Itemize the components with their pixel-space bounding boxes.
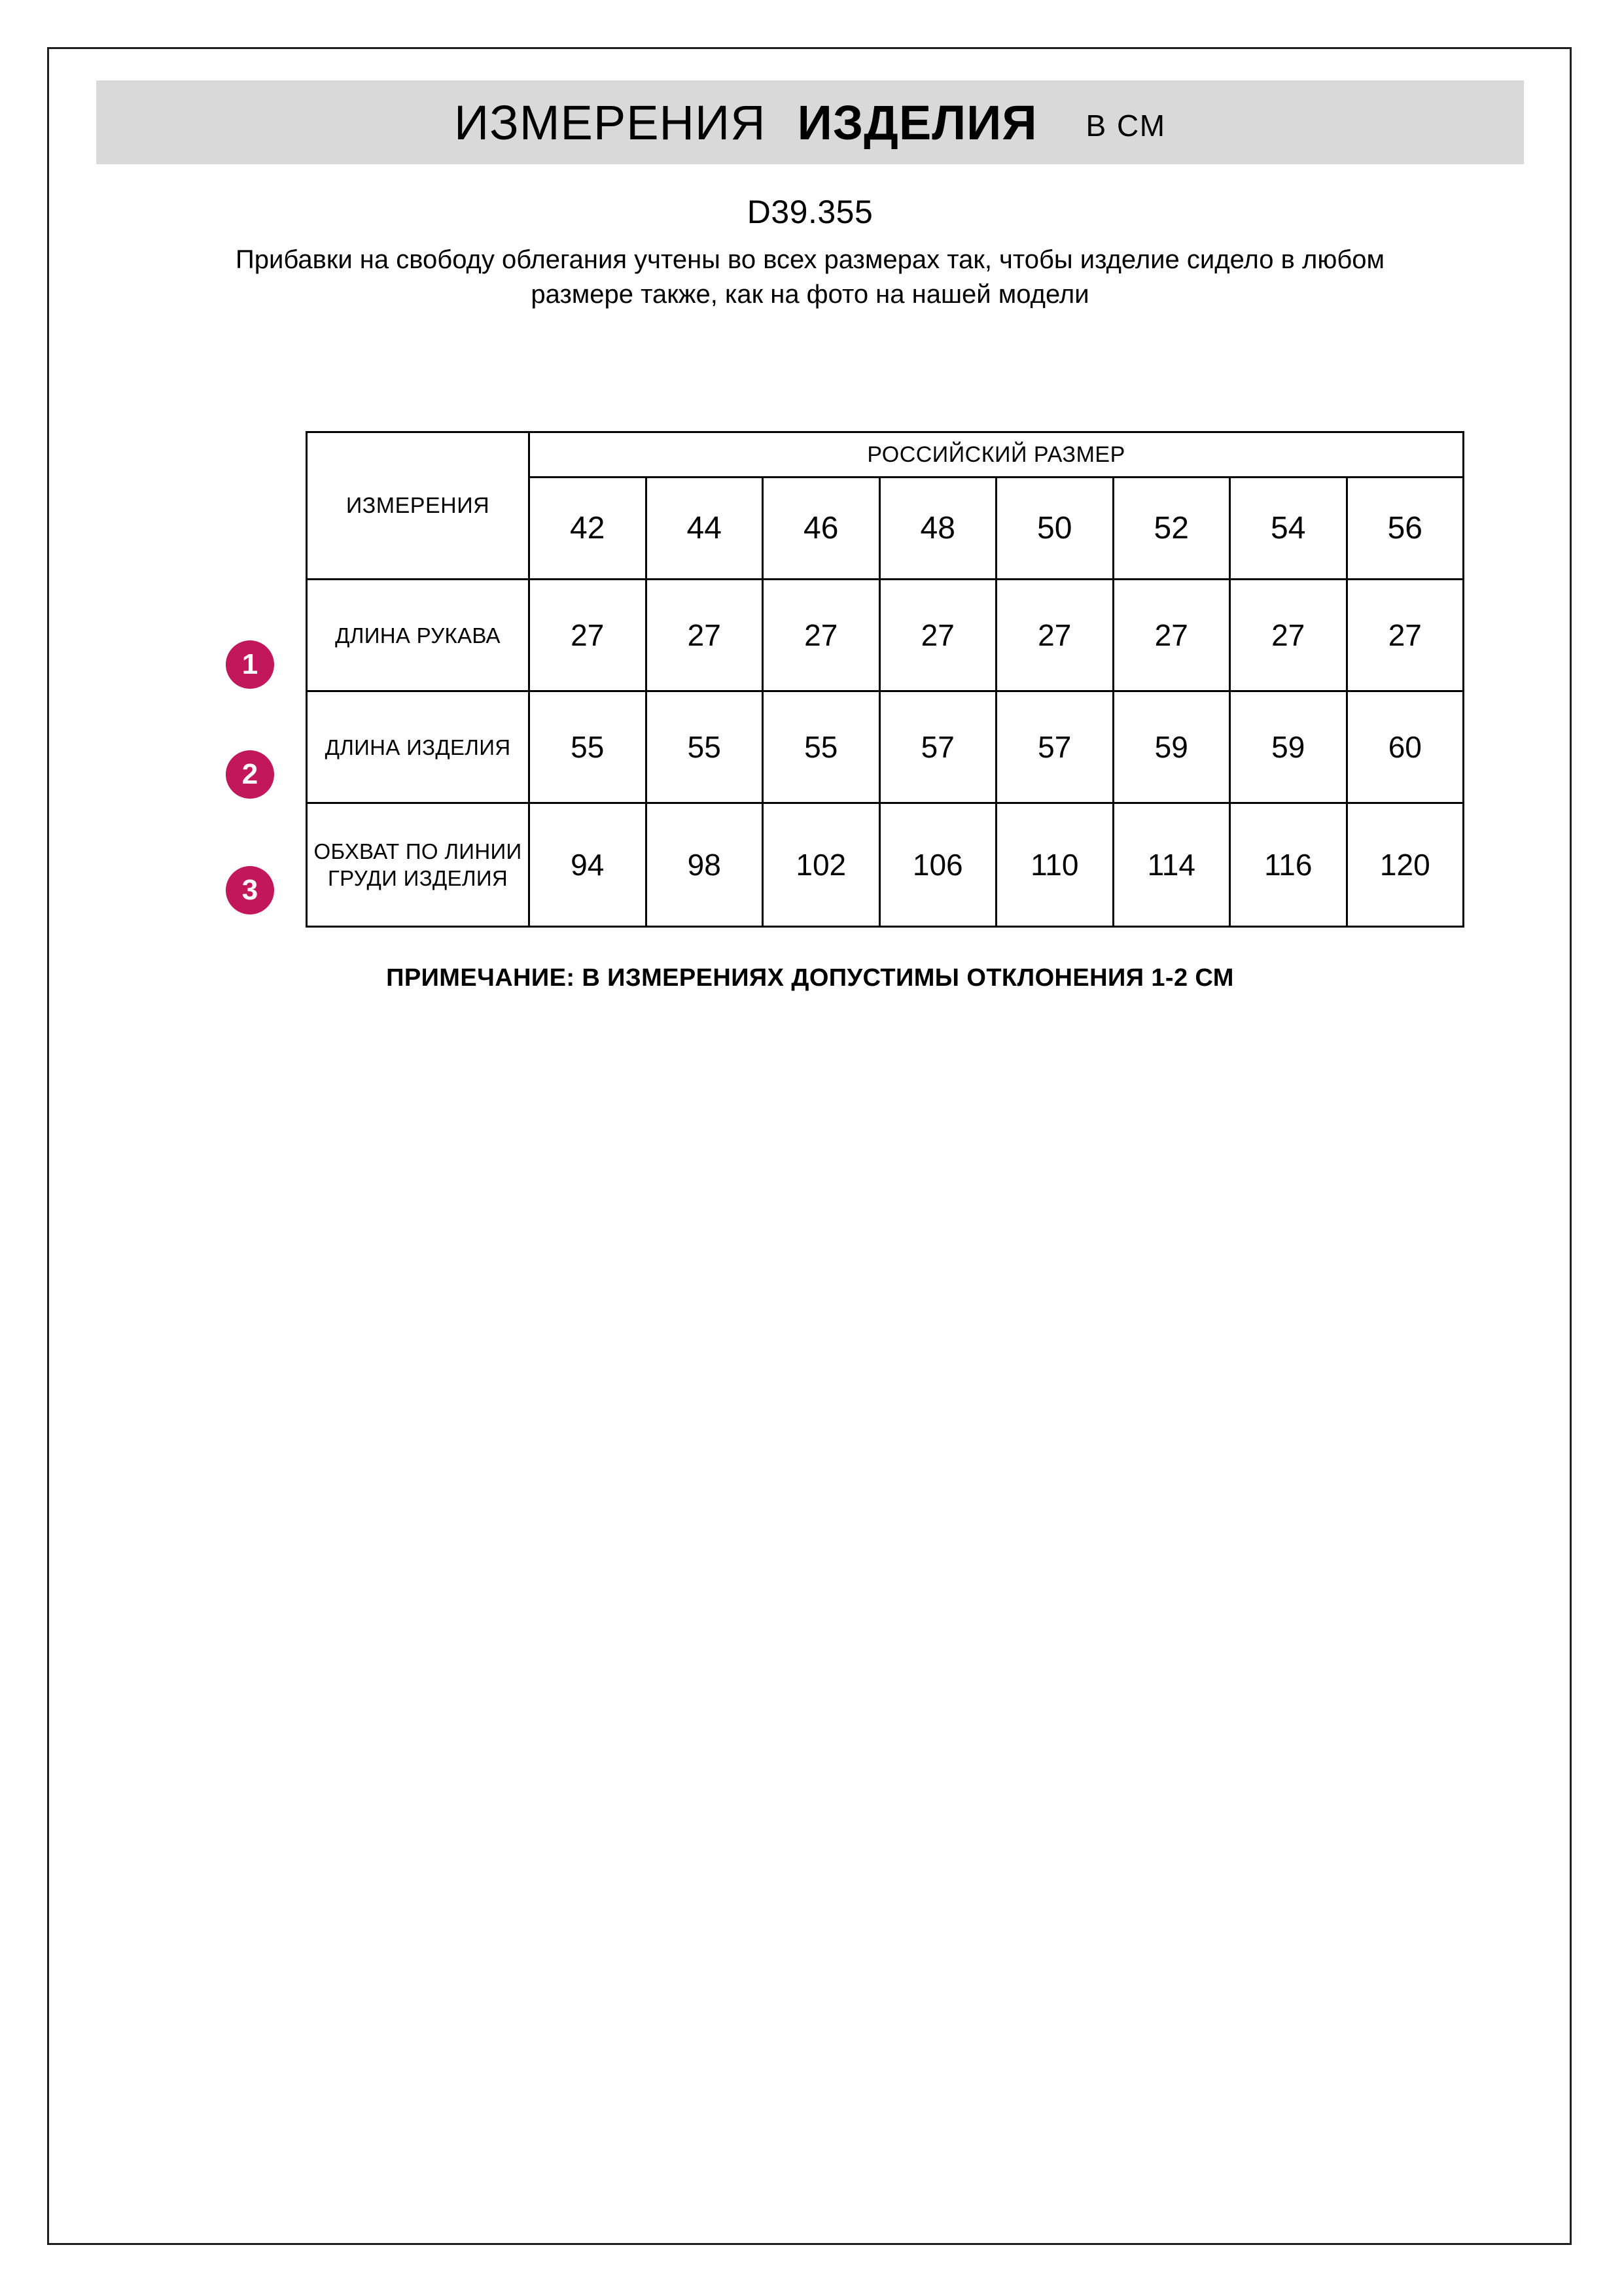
- document-content: [83, 80, 1537, 992]
- cell-sleeve-54: 27: [1230, 580, 1347, 691]
- row-badge-1: 1: [226, 640, 274, 689]
- header-band: [96, 80, 1524, 164]
- row-badge-2: 2: [226, 750, 274, 799]
- cell-length-52: 59: [1113, 691, 1230, 803]
- cell-chest-46: 102: [763, 803, 880, 927]
- cell-length-46: 55: [763, 691, 880, 803]
- cell-length-44: 55: [646, 691, 763, 803]
- size-header-48: 48: [879, 478, 997, 580]
- cell-sleeve-56: 27: [1347, 580, 1464, 691]
- cell-chest-44: 98: [646, 803, 763, 927]
- cell-length-56: 60: [1347, 691, 1464, 803]
- cell-chest-52: 114: [1113, 803, 1230, 927]
- row-label-product-length: ДЛИНА ИЗДЕЛИЯ: [307, 691, 529, 803]
- table-row: [307, 580, 1464, 691]
- size-header-46: 46: [763, 478, 880, 580]
- header-title-product: ИЗДЕЛИЯ: [797, 95, 1038, 150]
- size-header-54: 54: [1230, 478, 1347, 580]
- cell-length-54: 59: [1230, 691, 1347, 803]
- cell-sleeve-44: 27: [646, 580, 763, 691]
- cell-length-48: 57: [879, 691, 997, 803]
- cell-sleeve-48: 27: [879, 580, 997, 691]
- table-row: [307, 691, 1464, 803]
- size-table: [306, 431, 1464, 928]
- size-header-52: 52: [1113, 478, 1230, 580]
- cell-length-50: 57: [997, 691, 1114, 803]
- size-header-50: 50: [997, 478, 1114, 580]
- size-header-56: 56: [1347, 478, 1464, 580]
- article-code: D39.355: [747, 194, 874, 230]
- cell-chest-54: 116: [1230, 803, 1347, 927]
- size-header-44: 44: [646, 478, 763, 580]
- row-badge-3: 3: [226, 866, 274, 914]
- document-page: [47, 47, 1572, 2245]
- russian-size-header-cell: РОССИЙСКИЙ РАЗМЕР: [529, 432, 1464, 478]
- footnote-tolerance: ПРИМЕЧАНИЕ: В ИЗМЕРЕНИЯХ ДОПУСТИМЫ ОТКЛОНЕНИЯ 1-2 СМ: [386, 964, 1234, 992]
- cell-sleeve-42: 27: [529, 580, 646, 691]
- header-units-label: В СМ: [1086, 109, 1167, 143]
- cell-sleeve-50: 27: [997, 580, 1114, 691]
- cell-chest-48: 106: [879, 803, 997, 927]
- cell-chest-50: 110: [997, 803, 1114, 927]
- cell-sleeve-46: 27: [763, 580, 880, 691]
- header-title-measurements: ИЗМЕРЕНИЯ: [453, 95, 766, 150]
- cell-sleeve-52: 27: [1113, 580, 1230, 691]
- row-label-sleeve-length: ДЛИНА РУКАВА: [307, 580, 529, 691]
- cell-length-42: 55: [529, 691, 646, 803]
- table-header-group-row: [307, 432, 1464, 478]
- cell-chest-42: 94: [529, 803, 646, 927]
- cell-chest-56: 120: [1347, 803, 1464, 927]
- row-label-chest-girth: ОБХВАТ ПО ЛИНИИ ГРУДИ ИЗДЕЛИЯ: [307, 803, 529, 927]
- intro-text: Прибавки на свободу облегания учтены во всех размерах так, чтобы изделие сидело в любом размере также, как на фото на нашей модели: [236, 245, 1385, 309]
- measurements-header-cell: ИЗМЕРЕНИЯ: [307, 432, 529, 580]
- table-row: [307, 803, 1464, 927]
- size-header-42: 42: [529, 478, 646, 580]
- size-table-wrapper: [83, 431, 1537, 928]
